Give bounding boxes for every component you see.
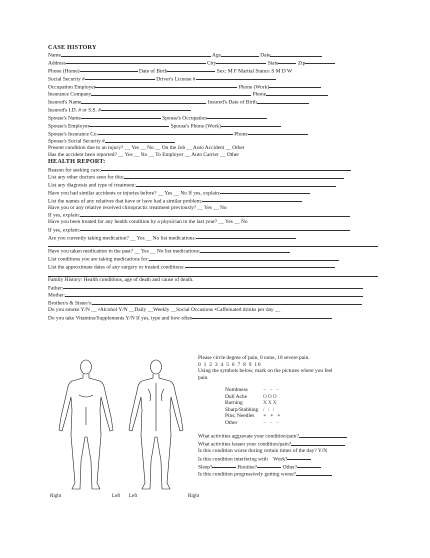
mother-field[interactable] (65, 291, 363, 296)
zip-field[interactable] (305, 59, 335, 64)
front-body-figure (59, 360, 113, 489)
pain-legend (198, 355, 388, 478)
father-label: Father: (48, 284, 64, 291)
lessen-field[interactable] (291, 440, 345, 445)
caption-left-front: Left (112, 494, 121, 499)
pins-needles-symbol: ∗ ∗ ∗ (263, 413, 282, 420)
other-field[interactable] (297, 463, 321, 468)
spouse-phone-label: Spouse's Phone (Work) (170, 123, 221, 130)
aggravate-label: What activities aggravate your condition/pain? (198, 433, 299, 440)
similar-accidents-field[interactable] (220, 189, 310, 194)
home-phone-field[interactable] (80, 67, 138, 72)
form-title: CASE HISTORY (48, 44, 97, 51)
occupation-label: Occupation Employer (48, 83, 96, 90)
routine-label: Routine? (237, 463, 258, 470)
other-doctors-label: List any other doctors seen for this: (48, 174, 125, 181)
spouse-insurance-label: Spouse's Insurance Co. (48, 130, 98, 137)
age-label: Age (211, 52, 221, 59)
past-meds-label: Have you taken medication in the past? __ Yes __ No list medications: (48, 248, 201, 255)
surgery-field[interactable] (185, 263, 335, 268)
if-yes-label-2: If yes, explain: (48, 227, 81, 234)
if-yes-field-1[interactable] (80, 211, 350, 216)
ssn-label: Social Security # (48, 76, 85, 83)
smoke-question[interactable]: Do you smoke Y/N __ •Alcohol Y/N __Daily __Weekly __Social Occasions •Caffeinated drinks per day __ (48, 307, 281, 314)
pain-section (48, 355, 388, 535)
pain-scale[interactable]: 0 1 2 3 4 5 6 7 8 9 10 (198, 361, 262, 368)
if-yes-label-1: If yes, explain: (48, 212, 81, 219)
burning-symbol: XXX (263, 400, 278, 407)
conditions-meds-label: List conditions you are taking medications for: (48, 256, 149, 263)
physician-question[interactable]: Have you been treated for any health condition by a physician in the last year? __ Yes __ No (48, 219, 248, 226)
other-label: Other? (282, 463, 298, 470)
siblings-field[interactable] (92, 299, 362, 304)
vitamins-field[interactable] (192, 314, 332, 319)
similar-accidents-label: Have you had similar accidents or injuries before? __ Yes __ No If yes, explain: (48, 190, 221, 197)
address-label: Address (48, 60, 66, 67)
license-label: Driver's License # (156, 76, 196, 83)
surgery-label: List the approximate dates of any surgery or treated conditions: (48, 264, 185, 271)
age-field[interactable] (221, 51, 259, 56)
spouse-occupation-field[interactable] (207, 114, 267, 119)
occupation-field[interactable] (95, 83, 237, 88)
dob-field[interactable] (167, 67, 215, 72)
injury-question[interactable]: Present condition due to an injury? __ Yes __ No __ On the Job __ Auto Accident __ Other (48, 145, 245, 152)
numbness-symbol: − − − (263, 387, 280, 394)
city-field[interactable] (216, 59, 266, 64)
insurance-label: Insurance Company (48, 91, 92, 98)
spouse-ssn-label: Spouse's Social Security # (48, 138, 105, 145)
family-history-label: Family History: Health conditions, age of death and cause of death. (48, 277, 194, 283)
pain-instructions-2: pain. (198, 374, 209, 381)
current-meds-field[interactable] (196, 234, 296, 239)
sleep-field[interactable] (212, 463, 236, 468)
conditions-meds-field[interactable] (149, 255, 339, 260)
spouse-phone-field[interactable] (221, 122, 281, 127)
case-history-form (48, 44, 388, 321)
caption-right-back: Right (188, 494, 200, 499)
spouse-ssn-field[interactable] (105, 137, 175, 142)
spouse-name-field[interactable] (81, 114, 161, 119)
caption-left-back: Left (129, 494, 138, 499)
spouse-insurance-field[interactable] (98, 130, 233, 135)
caption-right-front: Right (50, 494, 62, 499)
progressive-label: Is this condition progressively getting worse? (198, 471, 297, 478)
health-report-heading: HEALTH REPORT: (48, 158, 106, 166)
if-yes-field-2[interactable] (80, 226, 350, 231)
insurance-phone-field[interactable] (266, 90, 328, 95)
past-meds-field[interactable] (200, 247, 290, 252)
relatives-field[interactable] (202, 197, 302, 202)
dull-ache-symbol: OOO (263, 393, 278, 400)
license-field[interactable] (196, 75, 276, 80)
state-label: State (267, 60, 279, 67)
chiropractic-question[interactable]: Have you or any relative received chiropractic treatment previously? __ Yes __ No (48, 204, 227, 211)
spouse-employer-label: Spouse's Employer (48, 123, 90, 130)
reason-field[interactable] (101, 166, 351, 171)
vitamins-label: Do you take Vitamins/Supplements Y/N If yes, type and how often (48, 314, 193, 321)
aggravate-field[interactable] (299, 432, 347, 437)
siblings-label: Brother/s & Sister/s: (48, 300, 93, 307)
work-label: Work? (273, 456, 288, 462)
work-field[interactable] (287, 455, 311, 460)
burning-label: Burning (225, 400, 243, 407)
relatives-label: List the names of any relatives that have or have had a similar problem: (48, 198, 203, 205)
other-doctors-field[interactable] (124, 173, 344, 178)
back-body-figure (129, 360, 183, 489)
other-symbol-label: Other (225, 419, 238, 426)
name-field[interactable] (61, 51, 211, 56)
pins-needles-label: Pins, Needles (225, 413, 255, 420)
mother-label: Mother: (48, 292, 66, 299)
body-diagram[interactable] (48, 355, 198, 505)
pain-instructions: Using the symbols below, mark on the pictures where you feel (198, 368, 333, 375)
date-label: Date (260, 52, 271, 59)
state-field[interactable] (278, 59, 296, 64)
insurance-field[interactable] (91, 90, 251, 95)
insured-dob-field[interactable] (257, 98, 309, 103)
work-phone-label: Phone (Work) (238, 83, 270, 90)
insurance-phone-label: Phone (252, 91, 267, 98)
spouse-employer-field[interactable] (89, 122, 169, 127)
spouse-name-label: Spouse's Name (48, 115, 81, 122)
sleep-label: Sleep? (198, 463, 213, 470)
accident-reported-question[interactable]: Has the accident been reported? __ Yes __ No __ To Employer __ Auto Carrier __ Other (48, 151, 239, 158)
address-field[interactable] (66, 59, 206, 64)
spouse-ins-phone-label: Phone (234, 130, 248, 137)
home-phone-label: Phone (Home) (48, 68, 80, 75)
sharp-stabbing-symbol: / / / (263, 406, 276, 413)
pain-circle-instructions: Please circle degree of pain, 0 none, 10 severe pain. (198, 355, 310, 361)
insured-name-field[interactable] (81, 98, 206, 103)
sharp-stabbing-label: Sharp/Stabbing (225, 406, 259, 413)
worse-question[interactable]: Is this condition worse during certain times of the day? Y/N (198, 448, 328, 455)
work-phone-field[interactable] (269, 83, 321, 88)
diagnosis-field[interactable] (136, 181, 336, 186)
lessen-label: What activities lessen your condition/pain? (198, 441, 292, 448)
name-label: Name (48, 52, 61, 59)
current-meds-label: Are you currently taking medication? __ Yes __ No list medications: (48, 234, 197, 241)
interfering-label: Is this condition interfering with (198, 456, 268, 462)
diagnosis-label: List any diagnosis and type of treatment: (48, 182, 137, 189)
insured-name-label: Insured's Name (48, 99, 82, 106)
spouse-occupation-label: Spouse's Occupation (162, 115, 208, 122)
insured-id-field[interactable] (101, 106, 191, 111)
date-field[interactable] (270, 51, 322, 56)
city-label: City (207, 60, 217, 67)
insured-dob-label: Insured's Date of Birth (207, 99, 257, 106)
routine-field[interactable] (257, 463, 281, 468)
spouse-ins-phone-field[interactable] (248, 130, 308, 135)
sex-marital-label: Sex: M F Marital Status: S M D W (216, 68, 293, 75)
father-field[interactable] (63, 284, 363, 289)
progressive-field[interactable] (296, 470, 332, 475)
zip-label: Zip (297, 60, 306, 67)
dull-ache-label: Dull Ache (225, 393, 248, 400)
ssn-field[interactable] (85, 75, 155, 80)
numbness-label: Numbness (225, 387, 248, 394)
reason-label: Reason for seeking care: (48, 166, 102, 173)
other-symbol: − − − (263, 419, 280, 426)
insured-id-label: Insured's I.D. # or S.S. # (48, 107, 101, 114)
dob-label: Date of Birth (138, 68, 168, 75)
